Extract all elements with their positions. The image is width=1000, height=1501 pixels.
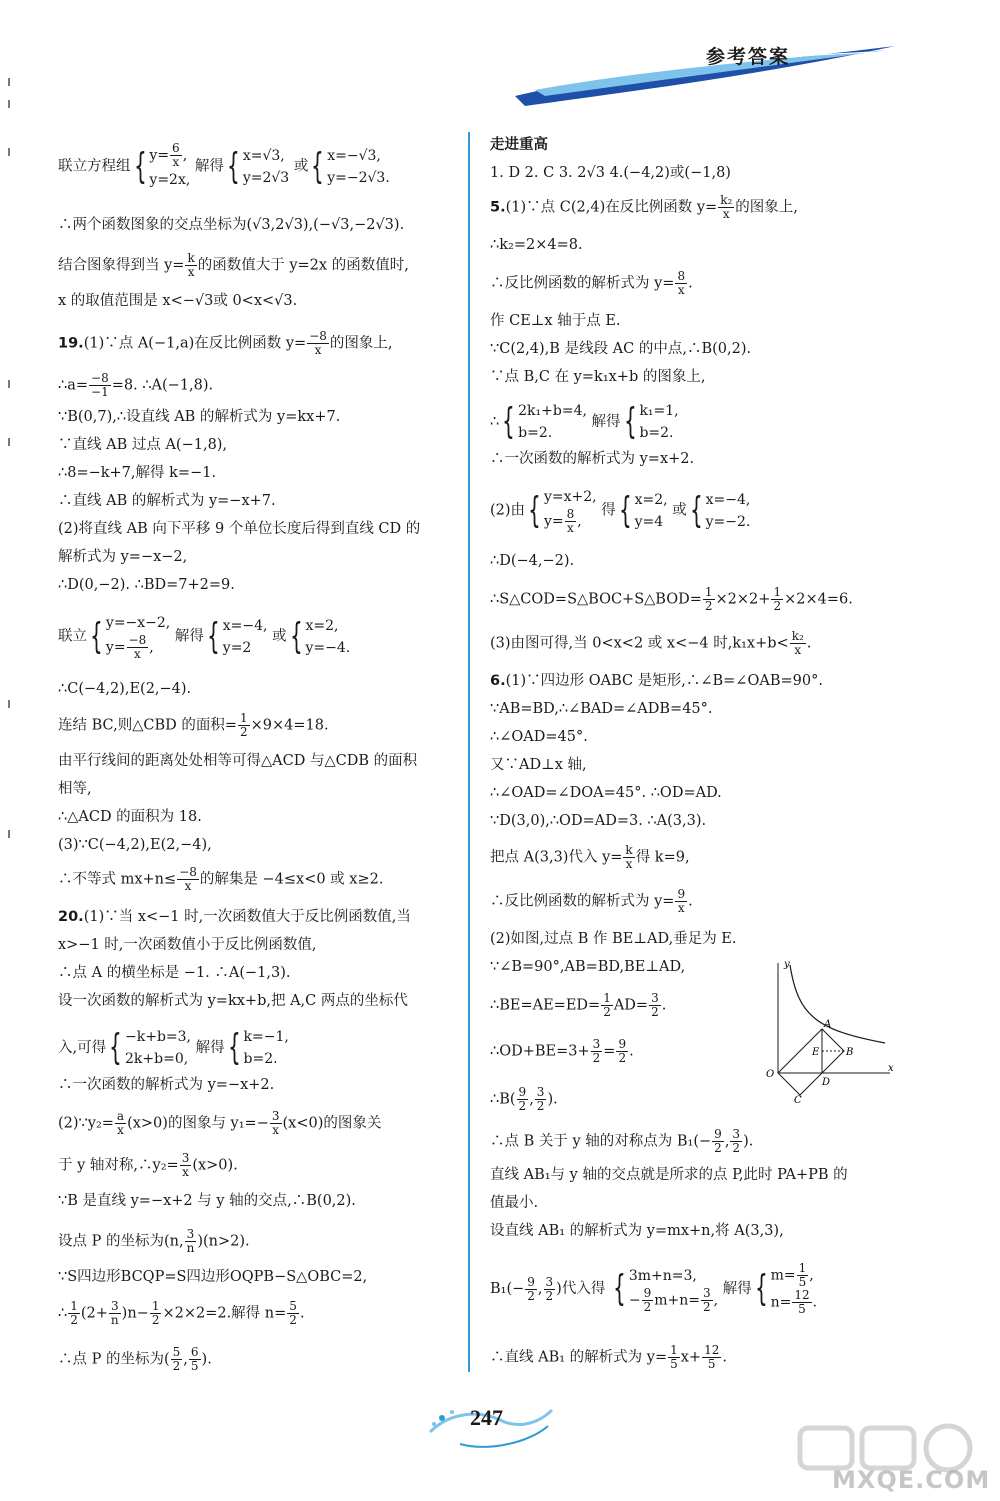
text-line: ∴△ACD 的面积为 18. (58, 809, 202, 825)
text-line: 设点 P 的坐标为(n, $\frac{3}{n}$ )(n>2). (58, 1227, 250, 1255)
text-line: ∴8=−k+7,解得 k=−1. (58, 465, 217, 481)
text-line: ∵B(0,7),∴设直线 AB 的解析式为 y=kx+7. (58, 409, 341, 425)
text-line: ∴点 P 的坐标为( $\frac{5}{2}$ , $\frac{6}{5}$ ). (58, 1345, 212, 1373)
fig-label-y: y (784, 959, 790, 970)
text-line: ∴B( $\frac{9}{2}$ , $\frac{3}{2}$ ). (490, 1085, 558, 1113)
text-line: ∵点 B,C 在 y=k₁x+b 的图象上, (490, 369, 706, 385)
question-19: 19.(1)∵点 A(−1,a)在反比例函数 y= $\frac{-8}{x}$ 的图象上, (58, 329, 393, 357)
text-line: ∴直线 AB 的解析式为 y=−x+7. (58, 493, 276, 509)
text-line: ∵∠B=90°,AB=BD,BE⊥AD, (490, 959, 686, 975)
text-line: 把点 A(3,3)代入 y= $\frac{k}{x}$ 得 k=9, (490, 843, 690, 871)
text-line: ∴点 A 的横坐标是 −1. ∴A(−1,3). (58, 965, 291, 981)
text-line: 作 CE⊥x 轴于点 E. (490, 313, 621, 329)
text-line: ∴点 B 关于 y 轴的对称点为 B₁(− $\frac{9}{2}$ , $\frac{3}{2}$ ). (490, 1127, 754, 1155)
fig-label-b: B (846, 1047, 854, 1058)
question-20: 20.(1)∵当 x<−1 时,一次函数值大于反比例函数值,当 (58, 909, 411, 925)
text-line: ∴反比例函数的解析式为 y= $\frac{9}{x}$ . (490, 887, 693, 915)
fig-label-o: O (766, 1069, 775, 1080)
text-line: 又∵AD⊥x 轴, (490, 757, 587, 773)
text-line: ∵C(2,4),B 是线段 AC 的中点,∴B(0,2). (490, 341, 752, 357)
text-line: ∵直线 AB 过点 A(−1,8), (58, 437, 228, 453)
equation-system-line: ∴ { 2k₁+b=4, b=2. 解得 { k₁=1, b=2. (490, 401, 679, 442)
text-line: (3)∵C(−4,2),E(2,−4), (58, 837, 212, 853)
text-line: ∴OD+BE=3+ $\frac{3}{2}$ = $\frac{9}{2}$ . (490, 1037, 634, 1065)
text-line: ∴∠OAD=∠DOA=45°. ∴OD=AD. (490, 785, 722, 801)
text-line: 值最小. (490, 1195, 539, 1211)
text-line: 于 y 轴对称,∴y₂= $\frac{3}{x}$ (x>0). (58, 1151, 238, 1179)
answers-1-4: 1. D 2. C 3. 2√3 4.(−4,2)或(−1,8) (490, 165, 731, 181)
text-line: ∴a= $\frac{-8}{-1}$ =8. ∴A(−1,8). (58, 371, 214, 399)
header-swoosh-decoration (515, 44, 895, 108)
text-line: ∴S△COD=S△BOC+S△BOD= $\frac{1}{2}$ ×2×2+ $\frac{1}{2}$ ×2×4=6. (490, 585, 853, 613)
text-line: ∴k₂=2×4=8. (490, 237, 583, 253)
text-line: 连结 BC,则△CBD 的面积= $\frac{1}{2}$ ×9×4=18. (58, 711, 329, 739)
text-line: 设直线 AB₁ 的解析式为 y=mx+n,将 A(3,3), (490, 1223, 784, 1239)
text-line: ∴D(−4,−2). (490, 553, 575, 569)
equation-system-line: 联立方程组 { y= $\frac{6}{x}$ , y=2x, 解得 { x=√3, y=2√3 或 { x=−√3, y=−2√3. (58, 141, 390, 188)
text-line: x 的取值范围是 x<−√3或 0<x<√3. (58, 293, 298, 309)
fig-label-d: D (822, 1077, 831, 1088)
text-line: 相等, (58, 781, 92, 797)
text-line: ∴C(−4,2),E(2,−4). (58, 681, 192, 697)
text-line: ∴ $\frac{1}{2}$ (2+ $\frac{3}{n}$ )n− $\frac{1}{2}$ ×2×2=2.解得 n= $\frac{5}{2}$ . (58, 1299, 305, 1327)
text-line: 结合图象得到当 y= $\frac{k}{x}$ 的函数值大于 y=2x 的函数值时, (58, 251, 409, 279)
header-title: 参考答案 (706, 46, 791, 68)
text-line: ∵S四边形BCQP=S四边形OQPB−S△OBC=2, (58, 1269, 368, 1285)
text-line: 直线 AB₁与 y 轴的交点就是所求的点 P,此时 PA+PB 的 (490, 1167, 848, 1183)
text-line: ∴两个函数图象的交点坐标为(√3,2√3),(−√3,−2√3). (58, 217, 405, 233)
text-line: ∴D(0,−2). ∴BD=7+2=9. (58, 577, 235, 593)
text-line: ∵D(3,0),∴OD=AD=3. ∴A(3,3). (490, 813, 707, 829)
text-line: ∴一次函数的解析式为 y=−x+2. (58, 1077, 275, 1093)
geometry-figure (760, 955, 900, 1105)
text-line: 设一次函数的解析式为 y=kx+b,把 A,C 两点的坐标代 (58, 993, 408, 1009)
text-line: (2)∵y₂= $\frac{a}{x}$ (x>0)的图象与 y₁=− $\frac{3}{x}$ (x<0)的图象关 (58, 1109, 382, 1137)
fig-label-x: x (888, 1063, 894, 1074)
text-line: ∵AB=BD,∴∠BAD=∠ADB=45°. (490, 701, 713, 717)
question-6: 6.(1)∵四边形 OABC 是矩形,∴∠B=∠OAB=90°. (490, 673, 823, 689)
text-line: ∵B 是直线 y=−x+2 与 y 轴的交点,∴B(0,2). (58, 1193, 356, 1209)
fig-label-e: E (812, 1047, 820, 1058)
fig-label-a: A (824, 1019, 832, 1030)
page-number: 247 (470, 1405, 503, 1430)
text-line: (3)由图可得,当 0<x<2 或 x<−4 时,k₁x+b< $\frac{\text{k₂}}{x}$ . (490, 629, 812, 657)
text-line: ∴∠OAD=45°. (490, 729, 588, 745)
equation-system-line: 入,可得 { −k+b=3, 2k+b=0, 解得 { k=−1, b=2. (58, 1027, 289, 1068)
text-line: ∴一次函数的解析式为 y=x+2. (490, 451, 695, 467)
text-line: (2)如图,过点 B 作 BE⊥AD,垂足为 E. (490, 931, 737, 947)
text-line: ∴反比例函数的解析式为 y= $\frac{8}{x}$ . (490, 269, 693, 297)
question-5: 5.(1)∵点 C(2,4)在反比例函数 y= $\frac{\text{k₂}}{x}$ 的图象上, (490, 193, 798, 221)
text-line: ∴直线 AB₁ 的解析式为 y= $\frac{1}{5}$ x+ $\frac{12}{5}$ . (490, 1343, 727, 1371)
text-line: ∴BE=AE=ED= $\frac{1}{2}$ AD= $\frac{3}{2}$ . (490, 991, 667, 1019)
text-line: 解析式为 y=−x−2, (58, 549, 188, 565)
text-line: (2)将直线 AB 向下平移 9 个单位长度后得到直线 CD 的 (58, 521, 421, 537)
fig-label-c: C (794, 1095, 802, 1105)
equation-system-line: (2)由 { y=x+2, y= $\frac{8}{x}$ , 得 { x=2, y=4 或 { x=−4, y=−2. (490, 489, 751, 535)
text-line: x>−1 时,一次函数值小于反比例函数值, (58, 937, 317, 953)
text-line: 由平行线间的距离处处相等可得△ACD 与△CDB 的面积 (58, 753, 418, 769)
column-divider (468, 132, 470, 1372)
watermark-text: MXQE.COM (832, 1466, 991, 1494)
text-line: ∴不等式 mx+n≤ $\frac{-8}{x}$ 的解集是 −4≤x<0 或 x≥2. (58, 865, 384, 893)
equation-system-line: 联立 { y=−x−2, y= $\frac{-8}{x}$ , 解得 { x=−4, y=2 或 { x=2, y=−4. (58, 615, 351, 661)
equation-system-line: B₁(− $\frac{9}{2}$ , $\frac{3}{2}$ )代入得 { 3m+n=3, − $\frac{9}{2}$ m+n= $\frac{3}{2}$ , 解得 { m= $\frac{1}{5}$ , n= $\frac{12}{5}$ . (490, 1261, 818, 1316)
section-heading: 走进重高 (490, 137, 548, 153)
